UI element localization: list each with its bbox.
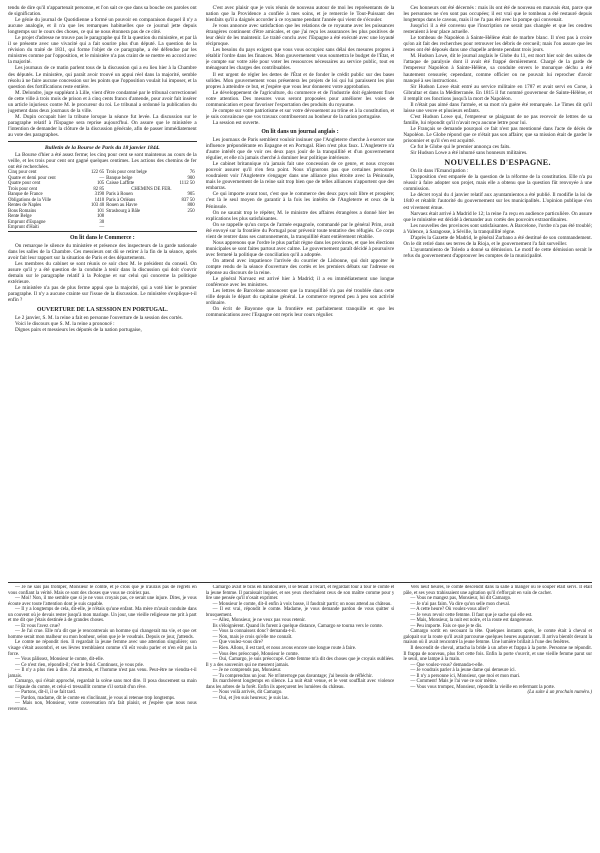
- feuilleton-paragraph: — Je ne comprends pas, Monsieur.: [212, 668, 282, 674]
- feuilleton-paragraph: — Pardon, madame, dit le comte en s'inclinant, je vous ai retenue trop longtemps.: [15, 695, 176, 701]
- paragraph: Il n'était pas aimé dans l'armée, et sa mort n'a guère été remarquée. Le Times dit qu'il laisse une veuve et plusieurs enfants.: [403, 101, 593, 114]
- paragraph: M. Hudson Lowe, dit le journal anglais le Globe du 11, est mort hier soir des suites de l'attaque de paralysie dont il avait été frappé dernièrement. Chargé de la garde de l'empereur Napoléon à Sainte-Hélène, sa conduite envers le monarque déchu a été hautement censurée; cependant, comme officier on ne pouvait lui reprocher d'avoir manqué à ses instructions.: [403, 53, 593, 84]
- security-name: Rente Belge: [8, 214, 32, 220]
- paragraph: Les journaux de ce matin parlent tous de la discussion qui a eu lieu hier à la Chambre des députés. Le ministère, qui paraît avoir trouvé un appui réel dans la majorité, semble résolu à ne faire aucune concession sur les points que l'opposition voulait lui imposer, et la question des fortifications reste entière.: [8, 65, 197, 90]
- security-price: 837 50: [181, 197, 195, 203]
- feuilleton-paragraph: — Je veux revoir cette femme. Il faut que je sache qui elle est.: [410, 612, 533, 618]
- portugal-heading: OUVERTURE DE LA SESSION EN PORTUGAL.: [36, 307, 168, 314]
- feuilleton-paragraph: — Allez, Monsieur, je ne veux pas vous retenir.: [212, 618, 306, 624]
- divider: [8, 231, 197, 232]
- security-name: Trois pour cent belge: [106, 170, 147, 176]
- paragraph: Les membres du cabinet se sont réunis ce soir chez M. le président du conseil. On assure qu'il y a été question de la conduite à tenir dans la discussion qui doit s'ouvrir demain sur le paragraphe relatif à la Pologne et sur celui qui concerne la politique extérieure.: [8, 260, 197, 286]
- security-name: Bons Romains: [8, 208, 37, 214]
- paragraph: Le ministère n'a pas de plus ferme appui que la majorité, qui a voté hier le premier paragraphe. Il n'y a aucune crainte sur l'issue de la discussion. Le ministère s'explique-t-il enfin ?: [8, 285, 197, 304]
- security-name: Paris à Orléans: [106, 197, 136, 203]
- paragraph: Voici le discours que S. M. la reine a prononcé :: [15, 321, 115, 328]
- paragraph: Le développement de l'agriculture, du commerce et de l'industrie doit également fixer votre attention. Des mesures vous seront proposées pour améliorer les voies de communication et pour favoriser l'exportation des produits du royaume.: [205, 89, 395, 108]
- paragraph: Les besoins du pays exigent que vous vous occupiez sans délai des mesures propres à rétablir l'ordre dans les finances. Mon gouvernement vous soumettra le budget de l'État, et je compte sur votre zèle pour voter les ressources nécessaires au service public, tout en ménageant les charges des contribuables.: [205, 47, 395, 72]
- feuilleton-paragraph: Camargo sortit en secouant la tête. Quelques instants après, le comte était à cheval et galopait sur la route qu'il avait parcourue quelques heures auparavant. Il arriva bientôt devant la maison où il avait rencontré la jeune femme. Une lumière brillait à l'une des fenêtres.: [403, 629, 593, 646]
- feuilleton-paragraph: — Vous êtes préoccupé, Monsieur le comte.: [212, 651, 299, 657]
- paragraph: On écrit de Bayonne que la frontière est parfaitement tranquille et que les communications avec l'Espagne ont repris leur cours régulier.: [205, 306, 395, 319]
- bourse-table: [8, 170, 197, 231]
- feuilleton-paragraph: — Il est vrai, répondit le comte. Madame, je vous demande pardon de vous quitter si brusquement.: [205, 607, 395, 618]
- paragraph: Dignes pairs et messieurs les députés de la nation portugaise,: [15, 327, 142, 334]
- feuilleton-paragraph: — Nous voilà arrivés, dit Camargo.: [212, 690, 283, 696]
- security-price: 101: [96, 208, 105, 214]
- paragraph: Le cabinet britannique n'a jamais fait une concession de ce genre, et nous croyons pouvoir assurer qu'il n'en fera point. Nous n'ignorons pas que certaines personnes voudraient voir l'Angleterre s'engager dans une alliance plus étroite avec la Péninsule, mais le gouvernement de la reine sait trop bien que de telles alliances n'apportent que des embarras.: [205, 161, 395, 192]
- feuilleton-column-1: [8, 585, 197, 843]
- security-name: Rouen au Havre: [106, 203, 138, 209]
- spain-news-heading: NOUVELLES D'ESPAGNE.: [444, 158, 551, 168]
- feuilleton-paragraph: — Il n'y a personne ici, Monsieur, que moi et mon mari.: [410, 673, 521, 679]
- feuilleton-column-3: [403, 585, 592, 843]
- newspaper-page: [8, 5, 592, 843]
- feuilleton-paragraph: Camargo avait le bras en bandoulière, il se tenait à l'écart, et regardait tour à tour le comte et la jeune femme. Il paraissait inquiet, et ses yeux cherchaient ceux de son maître comme pour y lire une pensée qu'il n'osait exprimer.: [205, 585, 395, 602]
- feuilleton-paragraph: — Monsieur le comte, dit-il enfin à voix basse, il faudrait partir; on nous attend au château.: [212, 601, 392, 607]
- security-name: Caisse Laffitte: [106, 181, 135, 187]
- feuilleton-paragraph: — Rien. Allons, il est tard, et nous avons encore une longue route à faire.: [212, 646, 357, 652]
- paragraph: Le génie du journal de Quotidienne a formé un pouvoir en comparaison duquel il n'y a aucune analogie, et il n'a que les remarques habituelles que ce journal jette depuis longtemps sur le cours des choses, ce qui ne nous étonnera pas de ce côté.: [8, 17, 197, 36]
- security-price: 1410: [94, 197, 105, 203]
- paragraph: M. Dupin occupait hier la tribune lorsque la séance fut levée. La discussion sur le paragraphe relatif à l'Espagne sera reprise aujourd'hui. On assure que le ministère a l'intention de demander la clôture de la discussion générale, afin de passer immédiatement au vote des paragraphes.: [8, 113, 197, 138]
- security-name: Cinq pour cent: [8, 170, 37, 176]
- paragraph: Jusqu'ici il a été convenu que l'inscription ne serait pas changée et que les cendres resteraient à leur place actuelle.: [403, 23, 593, 36]
- feuilleton-paragraph: — Oui, Camargo, je suis préoccupé. Cette femme m'a dit des choses que je croyais oubliées. Il y a des souvenirs qui ne meurent jamais.: [205, 657, 395, 668]
- paragraph: La session est ouverte.: [212, 119, 260, 126]
- security-price: 76: [189, 170, 195, 176]
- paragraph: Ces honneurs ont été décernés : mais ils ont été de nouveau en mauvais état, parce que les personnes ne s'en sont pas occupées; il est vrai que le tombeau a été restauré depuis longtemps dans le caveau, mais il ne l'a pas été avec la pompe qui convenait.: [403, 5, 593, 24]
- feuilleton-paragraph: — Peu importe. Fais ce que je te dis.: [410, 623, 483, 629]
- feuilleton-paragraph: Camargo, qui s'était approché, regardait la scène sans mot dire. Il posa doucement sa main sur l'épaule du comte, et celui-ci tressaillit comme s'il sortait d'un rêve.: [8, 679, 197, 690]
- bulletin-title: Bulletin de la Bourse de Paris du 18 janvier 1844.: [44, 145, 160, 152]
- paragraph: On ne saurait trop le répéter, M. le ministre des affaires étrangères a donné hier les explications les plus satisfaisantes.: [205, 209, 395, 222]
- security-name: Quatre pour cent: [8, 181, 41, 187]
- feuilleton-paragraph: Il descendit de cheval, attacha la bride à un arbre et frappa à la porte. Personne ne répondit. Il frappa de nouveau, plus fort cette fois. Enfin la porte s'ouvrit, et une vieille femme parut sur le seuil, une lampe à la main.: [403, 646, 593, 663]
- paragraph: C'est Hudson Lowe qui, l'empereur se plaignant de ne pas recevoir de lettres de sa famille, lui répondit qu'il n'avait reçu aucune lettre pour lui.: [403, 113, 593, 126]
- feuilleton-paragraph: Ils s'éloignèrent. Quand ils furent à quelque distance, Camargo se tourna vers le comte.: [212, 623, 383, 629]
- feuilleton-paragraph: — Vous la connaissez donc? demanda-t-il.: [212, 629, 296, 635]
- feuilleton-paragraph: — Mais non, Monsieur, votre conversation m'a fait plaisir, et j'espère que nous nous reverrons.: [8, 701, 197, 713]
- paragraph: Les lettres de Barcelone annoncent que la tranquillité n'a pas été troublée dans cette ville depuis le départ du capitaine général. Le commerce reprend peu à peu son activité ordinaire.: [205, 288, 395, 307]
- security-name: Quatre et demi pour cent: [8, 175, 56, 181]
- paragraph: D'après la Gazette de Madrid, le général Zurbano a été destitué de son commandement. On le dit retiré dans ses terres de la Rioja, et le gouvernement l'a fait surveiller.: [403, 234, 593, 247]
- paragraph: Je vous annonce avec satisfaction que les relations de ce royaume avec les puissances étrangères continuent d'être amicales, et que j'ai reçu les assurances les plus positives de leur désir de les maintenir. Le traité conclu avec l'Espagne a été exécuté avec une loyauté réciproque.: [205, 23, 395, 48]
- feuilleton-paragraph: — Il y a longtemps de cela, dit-elle, je n'étais qu'une enfant. Ma mère m'avait conduite dans un couvent où je devais rester jusqu'à mon mariage. Un jour, une vieille religieuse me prit à part et me dit que j'étais destinée à de grandes choses.: [8, 607, 197, 624]
- security-price: 1112 50: [179, 181, 195, 187]
- security-price: 3190: [94, 192, 105, 198]
- paragraph: Les nouvelles des provinces sont satisfaisantes. A Barcelone, l'ordre n'a pas été troublé; à Valence, à Saragosse, à Séville, la tranquillité règne.: [403, 222, 593, 235]
- paragraph: Le 2 janvier, S. M. la reine a fait en personne l'ouverture de la session des cortès.: [15, 315, 183, 322]
- news-column-1: [8, 5, 197, 580]
- paragraph: On remarque le silence du ministère et présence des inspecteurs de la garde nationale dans les salles de la Chambre. Ces messieurs ont dû se retirer à la fin de la séance, après avoir fait leur rapport sur la situation de Paris et des départements.: [8, 242, 197, 261]
- security-price: 250: [187, 208, 195, 214]
- feuilleton-paragraph: Ils marchèrent longtemps en silence. La nuit était venue, et le vent soufflait avec violence dans les arbres de la forêt. Enfin ils aperçurent les lumières du château.: [205, 679, 395, 690]
- security-name: Paris à Rouen: [106, 192, 133, 198]
- security-name: Emprunt d'Haïti: [8, 225, 39, 231]
- feuilleton-paragraph: — Comment! Mais je l'ai vue ce soir même.: [410, 679, 497, 685]
- dispatch-heading: On lit dans un journal anglais :: [261, 128, 339, 135]
- feuilleton-paragraph: — Je n'ai pas faim. Va dire qu'on selle mon cheval.: [410, 601, 511, 607]
- security-name: Rentes de Naples: [8, 203, 42, 209]
- feuilleton-paragraph: — Ce n'est rien, répondit-il; c'est le froid. Continuez, je vous prie.: [15, 662, 145, 668]
- paragraph: On lit dans l'Emancipation :: [410, 168, 469, 175]
- paragraph: Il est urgent de régler les dettes de l'État et de fonder le crédit public sur des bases solides. Mon gouvernement vous présentera les projets de loi qui lui paraissent les plus propres à atteindre ce but, et j'espère que vous leur donnerez votre approbation.: [205, 71, 395, 90]
- feuilleton-paragraph: — A cette heure? Où voulez-vous aller?: [410, 607, 489, 613]
- paragraph: Sir Hudson Lowe a été inhumé sans honneurs militaires.: [410, 150, 528, 157]
- dispatch-heading: On lit dans le Commerce :: [69, 234, 135, 241]
- news-column-2: [206, 5, 395, 580]
- paragraph: Narvaez était arrivé à Madrid le 12; la reine l'a reçu en audience particulière. On assure que le ministère est décidé à demander aux cortès des pouvoirs extraordinaires.: [403, 210, 593, 223]
- feuilleton-paragraph: Le comte ne répondit rien. Il regardait la jeune femme avec une attention singulière; son visage s'était assombri, et ses lèvres tremblaient comme s'il eût voulu parler et n'en eût pas la force.: [8, 640, 197, 657]
- feuilleton-paragraph: — Que voulez-vous dire?: [212, 640, 264, 646]
- feuilleton-paragraph: — Je voudrais parler à la jeune dame qui demeure ici.: [410, 668, 516, 674]
- paragraph: L'opposition s'est emparée de la question de la réforme de la constitution. Elle n'a pu réussir à faire adopter son projet, mais elle a obtenu que la question fût renvoyée à une commission.: [403, 174, 593, 193]
- feuilleton-column-2: [206, 585, 395, 843]
- security-price: 800: [187, 203, 195, 209]
- paragraph: Nous apprenons que l'ordre le plus parfait règne dans les provinces, et que les élections municipales se sont faites partout avec calme. Le gouvernement paraît décidé à poursuivre avec fermeté la politique de conciliation qu'il a adoptée.: [205, 239, 395, 258]
- feuilleton-paragraph: — Je l'ai crue. Elle m'a dit que je rencontrerais un homme qui changerait ma vie, et que cet homme serait mon malheur ou mon bonheur, selon que je le voudrais. Depuis ce jour, j'attends.: [8, 629, 197, 640]
- security-name: Strasbourg à Bâle: [106, 208, 141, 214]
- feuilleton-paragraph: — Non, mais je crois qu'elle me connaît.: [212, 634, 293, 640]
- bulletin-intro: La Bourse d'hier a été assez ferme; les cinq pour cent se sont maintenus au cours de la veille, et les trois pour cent ont gagné quelques centimes. Les actions des chemins de fer ont été recherchées.: [8, 152, 197, 171]
- feuilleton-paragraph: — Moi! Non, il me semble que si je ne vous croyais pas, ce serait une injure. Dites, je vous écoute avec toute l'attention dont je suis capable.: [8, 596, 197, 607]
- security-price: 900: [187, 175, 195, 181]
- feuilleton-paragraph: — Je ne sais pas tromper, Monsieur le comte, et je crois que je n'aurais pas de regrets en vous confiant la vérité. Mais ce sont des choses que vous ne croiriez pas.: [8, 585, 197, 596]
- feuilleton-paragraph: Vers neuf heures, le comte descendit dans la salle à manger où le souper était servi. Il était pâle, et ses yeux trahissaient une agitation qu'il s'efforçait en vain de cacher.: [403, 585, 593, 596]
- paragraph: Je compte sur votre patriotisme et sur votre dévouement au trône et à la constitution, et je suis convaincue que vos travaux contribueront au bonheur de la nation portugaise.: [205, 107, 395, 120]
- feuilleton-paragraph: — Mais, Monsieur, la nuit est noire, et la route est dangereuse.: [410, 618, 534, 624]
- feuilleton-paragraph: — Oui, et j'en suis heureux; je suis las.: [212, 695, 289, 701]
- security-price: 122 65: [90, 170, 105, 176]
- paragraph: L'ayuntamiento de Toledo a donné sa démission. Le motif de cette démission serait le refus du gouvernement d'approuver les comptes de la municipalité.: [403, 246, 593, 259]
- paragraph: Le général Narvaez est arrivé hier à Madrid; il a eu immédiatement une longue conférence avec les ministres.: [205, 276, 395, 289]
- feuilleton-paragraph: — Partons, dit-il, il se fait tard.: [15, 690, 76, 696]
- news-columns: [8, 5, 592, 580]
- paragraph: Le Français se demande pourquoi ce fait n'est pas mentionné dans l'acte de décès de Napoléon. Le Globe répond que ce n'était pas son affaire; que sa mission était de garder le prisonnier et qu'il s'en est acquitté.: [403, 125, 593, 145]
- news-column-3: [403, 5, 592, 580]
- feuilleton-paragraph: — Vous ne mangez pas, Monsieur, lui dit Camargo.: [410, 596, 512, 602]
- paragraph: Le décret royal du 4 janvier relatif aux ayuntamientos a été publié. Il modifie la loi de 1840 et rétablit l'autorité du gouvernement sur les municipalités. L'opinion publique s'en est vivement émue.: [403, 192, 593, 211]
- security-price: 82 85: [93, 186, 105, 192]
- paragraph: C'est avec plaisir que je vois réunis de nouveau autour de moi les représentants de la nation que la Providence a confiée à mes soins, et je remercie le Tout-Puissant des bienfaits qu'il a daignés accorder à ce royaume pendant l'année qui vient de s'écouler.: [205, 5, 395, 24]
- security-price: 905: [187, 192, 195, 198]
- paragraph: M. Delondre, juge suppléant à Lille, vient d'être condamné par le tribunal correctionnel de cette ville à trois mois de prison et à cinq cents francs d'amende, pour avoir fait insérer un article injurieux contre M. le procureur du roi. Le tribunal a ordonné la publication du jugement dans deux journaux de la ville.: [8, 89, 197, 114]
- security-name: Obligations de la Ville: [8, 197, 52, 203]
- feuilleton-paragraph: — Vous vous trompez, Monsieur, répondit la vieille en refermant la porte.: [410, 684, 556, 690]
- feuilleton-columns: [8, 585, 592, 843]
- divider: [8, 141, 197, 142]
- bourse-bulletin: [8, 141, 197, 232]
- security-price: 103 40: [90, 203, 105, 209]
- paragraph: Sir Hudson Lowe était entré au service militaire en 1787 et avait servi en Corse, à Gibraltar et dans la Méditerranée. En 1815 il fut nommé gouverneur de Sainte-Hélène, et il remplit ces fonctions jusqu'à la mort de Napoléon.: [403, 83, 593, 102]
- feuilleton-paragraph: — Et vous l'avez crue?: [15, 623, 61, 629]
- feuilleton-paragraph: — Vous pâlissez, Monsieur le comte, dit-elle.: [15, 657, 105, 663]
- security-name: Emprunt d'Espagne: [8, 219, 46, 225]
- feuilleton-paragraph: — Tu comprendras un jour. Ne m'interroge pas davantage; j'ai besoin de réfléchir.: [212, 673, 373, 679]
- paragraph: tendu de dire qu'il n'appartenait personne, et l'on sait ce que dans sa bouche ces paroles ont de signification.: [8, 5, 197, 18]
- paragraph: Le projet d'adresse ne trouve pas le paragraphe qui fit la question du ministère, et par là il se présente avec une vivacité qui a fait sourire plus d'un député. La question de la révision du traité de 1831, qui forme l'objet de ce paragraphe, a été défendue par les ministres comme par l'opposition, et le ministère n'a pas craint de se mettre en accord avec la majorité.: [8, 35, 197, 66]
- feuilleton-paragraph: — Il n'y a plus rien à dire. J'ai attendu, et l'homme n'est pas venu. Peut-être ne viendra-t-il jamais.: [8, 668, 197, 679]
- security-price: 105: [96, 181, 105, 187]
- security-price: —: [99, 225, 105, 231]
- continuation-note: (La suite à un prochain numéro.): [527, 690, 593, 696]
- feuilleton-divider: [8, 582, 592, 583]
- security-price: 108: [96, 214, 105, 220]
- security-name: Banque de France: [8, 192, 43, 198]
- security-price: 30: [99, 219, 105, 225]
- paragraph: Ce fut le Globe qui le premier annonça ces faits.: [410, 144, 511, 151]
- feuilleton-paragraph: — Que voulez-vous? demanda-t-elle.: [410, 662, 484, 668]
- paragraph: On attend avec impatience l'arrivée du courrier de Lisbonne, qui doit apporter le compte rendu de la séance d'ouverture des cortès et les premiers débats sur l'adresse en réponse au discours de la reine.: [205, 257, 395, 277]
- railway-heading: CHEMINS DE FER.: [131, 186, 172, 192]
- paragraph: On se rappelle qu'un corps de l'armée espagnole, commandé par le général Prim, avait été envoyé sur la frontière du Portugal pour prévenir toute tentative des réfugiés. Ce corps vient de rentrer dans ses cantonnements, la tranquillité étant entièrement rétablie.: [205, 221, 395, 240]
- security-price: —: [99, 175, 105, 181]
- paragraph: Ce qui importe avant tout, c'est que le commerce des deux pays soit libre et prospère; c'est là le seul moyen de garantir à la fois les intérêts de l'Angleterre et ceux de la Péninsule.: [205, 191, 395, 210]
- security-name: Trois pour cent: [8, 186, 38, 192]
- paragraph: Le tombeau de Napoléon à Sainte-Hélène était de marbre blanc. Il n'est pas à croire qu'on ait fait des recherches pour retrouver les débris de cercueil; mais l'on assure que les restes ont été déposés dans une chapelle ardente pendant trois jours.: [403, 35, 593, 54]
- security-name: Banque belge: [106, 175, 133, 181]
- paragraph: Les journaux de Paris semblent vouloir insinuer que l'Angleterre cherche à exercer une influence prépondérante en Espagne et en Portugal. Rien n'est plus faux. L'Angleterre n'a d'autre intérêt que de voir ces deux pays jouir de la tranquillité et d'un gouvernement régulier, et elle n'a jamais cherché à dominer leur politique intérieure.: [205, 136, 395, 162]
